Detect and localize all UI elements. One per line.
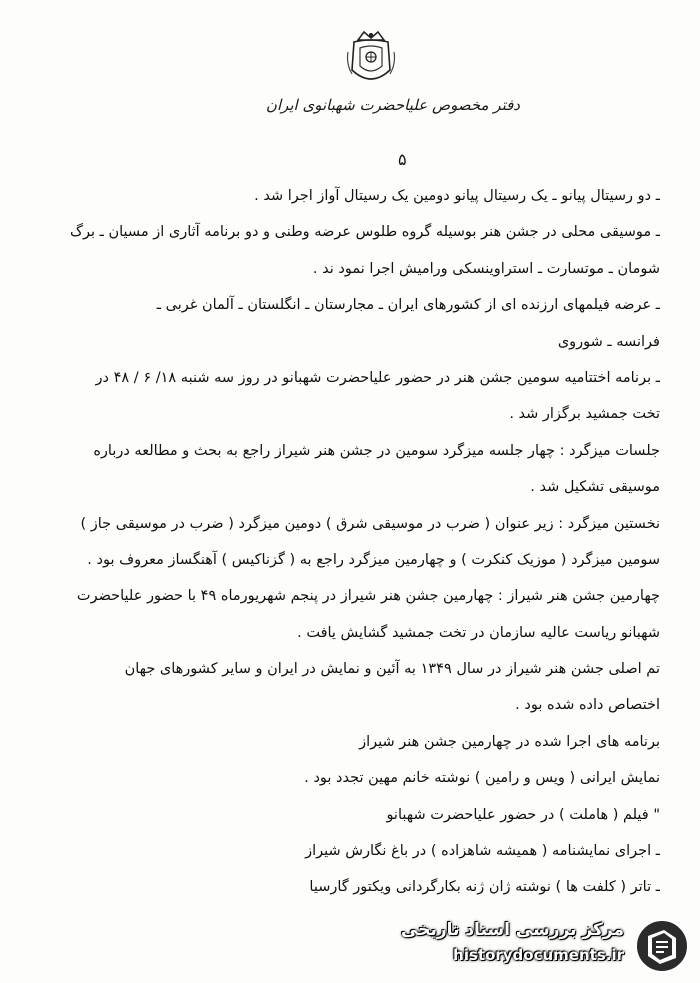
- text-line: تخت جمشید برگزار شد .: [509, 406, 660, 423]
- text-line: جلسات میزگرد : چهار جلسه میزگرد سومین در جشن هنر شیراز راجع به بحث و مطالعه درباره: [93, 442, 660, 459]
- text-line: تم اصلی جشن هنر شیراز در سال ۱۳۴۹ به آئین و نمایش در ایران و سایر کشورهای جهان: [124, 661, 660, 678]
- text-line: فرانسه ـ شوروی: [557, 333, 660, 350]
- document-body: [40, 178, 660, 906]
- text-line: " فیلم ( هاملت ) در حضور علیاحضرت شهبانو: [386, 806, 660, 823]
- text-line: اختصاص داده شده بود .: [515, 697, 660, 714]
- text-line: نخستین میزگرد : زیر عنوان ( ضرب در موسیقی شرق ) دومین میزگرد ( ضرب در موسیقی جاز ): [80, 515, 660, 532]
- text-line: ـ اجرای نمایشنامه ( همیشه شاهزاده ) در باغ نگارش شیراز: [305, 843, 660, 860]
- text-line: ـ عرضه فیلمهای ارزنده ای از کشورهای ایران ـ مجارستان ـ انگلستان ـ آلمان غربی ـ: [156, 297, 660, 314]
- text-line: ـ تاتر ( کلفت ها ) نوشته ژان ژنه بکارگردانی ویکتور گارسیا: [309, 879, 660, 896]
- watermark-url[interactable]: historydocuments.ir: [453, 946, 624, 964]
- watermark-title: مرکز بررسی اسناد تاریخی: [401, 920, 624, 940]
- text-line: ـ برنامه اختتامیه سومین جشن هنر در حضور علیاحضرت شهبانو در روز سه شنبه ۱۸/ ۶ / ۴۸ در: [95, 369, 660, 386]
- archive-logo-icon: [634, 918, 690, 974]
- text-line: ـ دو رسیتال پیانو ـ یک رسیتال پیانو دومین یک رسیتال آواز اجرا شد .: [254, 188, 660, 204]
- text-line: سومین میزگرد ( موزیک کنکرت ) و چهارمین میزگرد راجع به ( گزناکیس ) آهنگساز معروف بود .: [87, 551, 660, 568]
- text-line: ـ موسیقی محلی در جشن هنر بوسیله گروه طلوس عرضه وطنی و دو برنامه آثاری از مسیان ـ برگ: [69, 224, 660, 241]
- text-line: برنامه های اجرا شده در چهارمین جشن هنر شیراز: [359, 733, 660, 750]
- office-letterhead: دفتر مخصوص علیاحضرت شهبانوی ایران: [265, 96, 520, 114]
- text-line: نمایش ایرانی ( ویس و رامین ) نوشته خانم مهین تجدد بود .: [304, 770, 660, 787]
- royal-crest-icon: [344, 30, 398, 88]
- archive-watermark: [400, 916, 690, 974]
- text-line: چهارمین جشن هنر شیراز : چهارمین جشن هنر شیراز در پنجم شهریورماه ۴۹ با حضور علیاحضرت: [76, 588, 660, 605]
- text-line: موسیقی تشکیل شد .: [530, 479, 660, 496]
- text-line: شومان ـ موتسارت ـ استراوینسکی ورامیش اجرا نمود ند .: [312, 260, 660, 277]
- page-number: ۵: [398, 150, 407, 169]
- text-line: شهبانو ریاست عالیه سازمان در تخت جمشید گشایش یافت .: [297, 624, 660, 641]
